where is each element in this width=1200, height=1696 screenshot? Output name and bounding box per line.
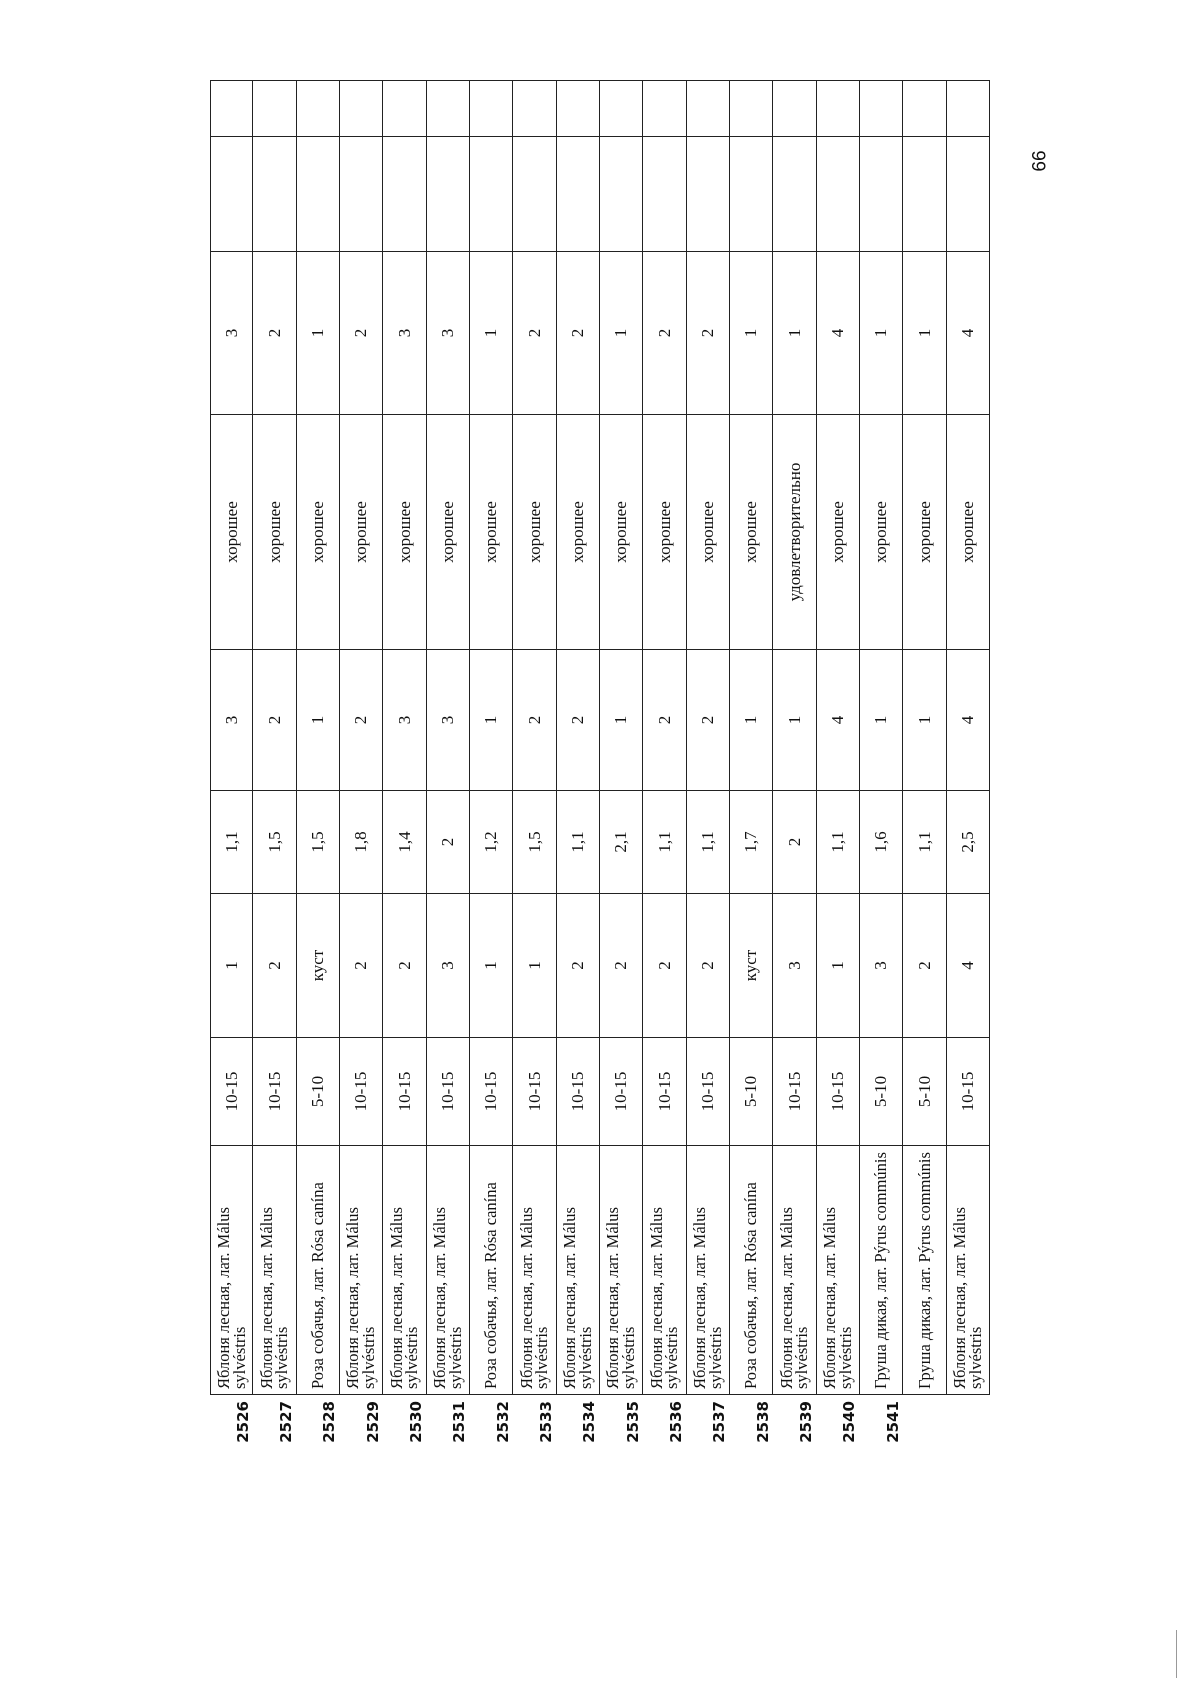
value-cell: 2 (253, 251, 296, 414)
row-number: 2527 (276, 1401, 295, 1443)
trunk-count-cell: 1 (470, 893, 513, 1037)
age-cell: 5-10 (860, 1037, 903, 1145)
value-cell: 4 (947, 251, 990, 414)
row-number: 2534 (580, 1401, 599, 1443)
diameter-cell: 1 (297, 649, 340, 790)
empty-cell (730, 136, 773, 251)
age-cell: 10-15 (817, 1037, 860, 1145)
trunk-count-cell: 4 (947, 893, 990, 1037)
condition-cell: хорошее (297, 414, 340, 649)
empty-cell (513, 80, 556, 136)
row-number: 2528 (320, 1401, 339, 1443)
trunk-count-cell: 2 (600, 893, 643, 1037)
diameter-cell: 2 (513, 649, 556, 790)
height-cell: 2,5 (947, 790, 990, 893)
height-cell: 1,5 (297, 790, 340, 893)
condition-cell: хорошее (903, 414, 946, 649)
condition-cell: хорошее (947, 414, 990, 649)
age-cell: 10-15 (513, 1037, 556, 1145)
condition-cell: хорошее (643, 414, 686, 649)
trunk-count-cell: 3 (860, 893, 903, 1037)
rotated-table-wrapper (210, 80, 990, 1475)
row-number: 2538 (753, 1401, 772, 1443)
diameter-cell: 1 (600, 649, 643, 790)
age-cell: 10-15 (253, 1037, 296, 1145)
empty-cell (470, 80, 513, 136)
height-cell: 1,1 (687, 790, 730, 893)
diameter-cell: 1 (470, 649, 513, 790)
trunk-count-cell: 2 (383, 893, 426, 1037)
trunk-count-cell: 3 (773, 893, 816, 1037)
age-cell: 10-15 (340, 1037, 383, 1145)
trunk-count-cell: 1 (513, 893, 556, 1037)
row-number: 2539 (796, 1401, 815, 1443)
species-cell: Яблоня лесная, лат. Málus sylvéstris (513, 1145, 556, 1395)
empty-cell (210, 80, 253, 136)
condition-cell: хорошее (557, 414, 600, 649)
row-number (903, 1395, 946, 1475)
empty-cell (947, 80, 990, 136)
row-number: 2529 (363, 1401, 382, 1443)
diameter-cell: 2 (253, 649, 296, 790)
empty-cell (730, 80, 773, 136)
trunk-count-cell: куст (730, 893, 773, 1037)
condition-cell: хорошее (340, 414, 383, 649)
diameter-cell: 2 (557, 649, 600, 790)
trunk-count-cell: 1 (210, 893, 253, 1037)
tree-inventory-table (210, 80, 990, 1475)
height-cell: 1,7 (730, 790, 773, 893)
age-cell: 5-10 (730, 1037, 773, 1145)
value-cell: 2 (687, 251, 730, 414)
empty-cell (773, 136, 816, 251)
row-number: 2540 (840, 1401, 859, 1443)
trunk-count-cell: 2 (253, 893, 296, 1037)
trunk-count-cell: 2 (643, 893, 686, 1037)
height-cell: 1,1 (817, 790, 860, 893)
row-number (947, 1395, 990, 1475)
empty-cell (513, 136, 556, 251)
empty-cell (687, 80, 730, 136)
value-cell: 3 (210, 251, 253, 414)
empty-cell (773, 80, 816, 136)
age-cell: 10-15 (947, 1037, 990, 1145)
age-cell: 10-15 (210, 1037, 253, 1145)
empty-cell (860, 80, 903, 136)
condition-cell: хорошее (210, 414, 253, 649)
row-number: 2535 (623, 1401, 642, 1443)
age-cell: 10-15 (470, 1037, 513, 1145)
value-cell: 1 (297, 251, 340, 414)
age-cell: 10-15 (643, 1037, 686, 1145)
row-number: 2533 (536, 1401, 555, 1443)
row-number: 2526 (233, 1401, 252, 1443)
condition-cell: удовлетворительно (773, 414, 816, 649)
species-cell: Роза собачья, лат. Rósa canína (297, 1145, 340, 1395)
species-cell: Яблоня лесная, лат. Málus sylvéstris (340, 1145, 383, 1395)
species-cell: Груша дикая, лат. Pýrus commúnis (903, 1145, 946, 1395)
diameter-cell: 1 (730, 649, 773, 790)
diameter-cell: 3 (383, 649, 426, 790)
age-cell: 10-15 (557, 1037, 600, 1145)
height-cell: 1,1 (210, 790, 253, 893)
empty-cell (947, 136, 990, 251)
trunk-count-cell: 2 (687, 893, 730, 1037)
height-cell: 1,1 (643, 790, 686, 893)
trunk-count-cell: 3 (427, 893, 470, 1037)
empty-cell (253, 136, 296, 251)
species-cell: Яблоня лесная, лат. Málus sylvéstris (773, 1145, 816, 1395)
condition-cell: хорошее (860, 414, 903, 649)
height-cell: 2 (773, 790, 816, 893)
empty-cell (817, 80, 860, 136)
age-cell: 10-15 (383, 1037, 426, 1145)
empty-cell (427, 136, 470, 251)
empty-cell (860, 136, 903, 251)
condition-cell: хорошее (253, 414, 296, 649)
value-cell: 2 (513, 251, 556, 414)
value-cell: 4 (817, 251, 860, 414)
condition-cell: хорошее (427, 414, 470, 649)
empty-cell (643, 136, 686, 251)
height-cell: 1,5 (253, 790, 296, 893)
age-cell: 10-15 (687, 1037, 730, 1145)
height-cell: 1,8 (340, 790, 383, 893)
empty-cell (557, 80, 600, 136)
value-cell: 1 (730, 251, 773, 414)
diameter-cell: 2 (340, 649, 383, 790)
condition-cell: хорошее (383, 414, 426, 649)
row-number: 2536 (666, 1401, 685, 1443)
species-cell: Яблоня лесная, лат. Málus sylvéstris (643, 1145, 686, 1395)
species-cell: Груша дикая, лат. Pýrus commúnis (860, 1145, 903, 1395)
page-number: 66 (1029, 150, 1051, 172)
species-cell: Яблоня лесная, лат. Málus sylvéstris (253, 1145, 296, 1395)
age-cell: 5-10 (297, 1037, 340, 1145)
species-cell: Яблоня лесная, лат. Málus sylvéstris (947, 1145, 990, 1395)
empty-cell (427, 80, 470, 136)
empty-cell (340, 80, 383, 136)
value-cell: 1 (600, 251, 643, 414)
row-number: 2530 (406, 1401, 425, 1443)
empty-cell (340, 136, 383, 251)
species-cell: Яблоня лесная, лат. Málus sylvéstris (210, 1145, 253, 1395)
empty-cell (903, 80, 946, 136)
condition-cell: хорошее (817, 414, 860, 649)
empty-cell (817, 136, 860, 251)
value-cell: 2 (643, 251, 686, 414)
diameter-cell: 4 (817, 649, 860, 790)
empty-cell (557, 136, 600, 251)
age-cell: 10-15 (773, 1037, 816, 1145)
empty-cell (600, 80, 643, 136)
height-cell: 1,2 (470, 790, 513, 893)
value-cell: 1 (773, 251, 816, 414)
condition-cell: хорошее (730, 414, 773, 649)
condition-cell: хорошее (513, 414, 556, 649)
species-cell: Яблоня лесная, лат. Málus sylvéstris (557, 1145, 600, 1395)
trunk-count-cell: 2 (557, 893, 600, 1037)
height-cell: 2 (427, 790, 470, 893)
empty-cell (903, 136, 946, 251)
trunk-count-cell: куст (297, 893, 340, 1037)
height-cell: 1,6 (860, 790, 903, 893)
value-cell: 2 (557, 251, 600, 414)
species-cell: Яблоня лесная, лат. Málus sylvéstris (600, 1145, 643, 1395)
row-number: 2537 (710, 1401, 729, 1443)
age-cell: 10-15 (427, 1037, 470, 1145)
age-cell: 10-15 (600, 1037, 643, 1145)
trunk-count-cell: 2 (340, 893, 383, 1037)
height-cell: 1,1 (557, 790, 600, 893)
height-cell: 1,4 (383, 790, 426, 893)
empty-cell (297, 136, 340, 251)
value-cell: 3 (383, 251, 426, 414)
row-number: 2531 (450, 1401, 469, 1443)
diameter-cell: 1 (773, 649, 816, 790)
condition-cell: хорошее (687, 414, 730, 649)
species-cell: Роза собачья, лат. Rósa canína (470, 1145, 513, 1395)
empty-cell (470, 136, 513, 251)
condition-cell: хорошее (470, 414, 513, 649)
diameter-cell: 1 (860, 649, 903, 790)
height-cell: 2,1 (600, 790, 643, 893)
diameter-cell: 1 (903, 649, 946, 790)
diameter-cell: 3 (210, 649, 253, 790)
trunk-count-cell: 1 (817, 893, 860, 1037)
empty-cell (600, 136, 643, 251)
empty-cell (643, 80, 686, 136)
value-cell: 1 (903, 251, 946, 414)
value-cell: 1 (470, 251, 513, 414)
row-number: 2541 (883, 1401, 902, 1443)
empty-cell (210, 136, 253, 251)
diameter-cell: 3 (427, 649, 470, 790)
diameter-cell: 4 (947, 649, 990, 790)
empty-cell (383, 136, 426, 251)
empty-cell (383, 80, 426, 136)
trunk-count-cell: 2 (903, 893, 946, 1037)
height-cell: 1,5 (513, 790, 556, 893)
diameter-cell: 2 (643, 649, 686, 790)
empty-cell (253, 80, 296, 136)
row-number: 2532 (493, 1401, 512, 1443)
value-cell: 1 (860, 251, 903, 414)
empty-cell (297, 80, 340, 136)
diameter-cell: 2 (687, 649, 730, 790)
species-cell: Яблоня лесная, лат. Málus sylvéstris (687, 1145, 730, 1395)
condition-cell: хорошее (600, 414, 643, 649)
species-cell: Яблоня лесная, лат. Málus sylvéstris (817, 1145, 860, 1395)
species-cell: Яблоня лесная, лат. Málus sylvéstris (383, 1145, 426, 1395)
empty-cell (687, 136, 730, 251)
age-cell: 5-10 (903, 1037, 946, 1145)
height-cell: 1,1 (903, 790, 946, 893)
species-cell: Яблоня лесная, лат. Málus sylvéstris (427, 1145, 470, 1395)
value-cell: 2 (340, 251, 383, 414)
species-cell: Роза собачья, лат. Rósa canína (730, 1145, 773, 1395)
scan-mark (1176, 1630, 1177, 1678)
value-cell: 3 (427, 251, 470, 414)
